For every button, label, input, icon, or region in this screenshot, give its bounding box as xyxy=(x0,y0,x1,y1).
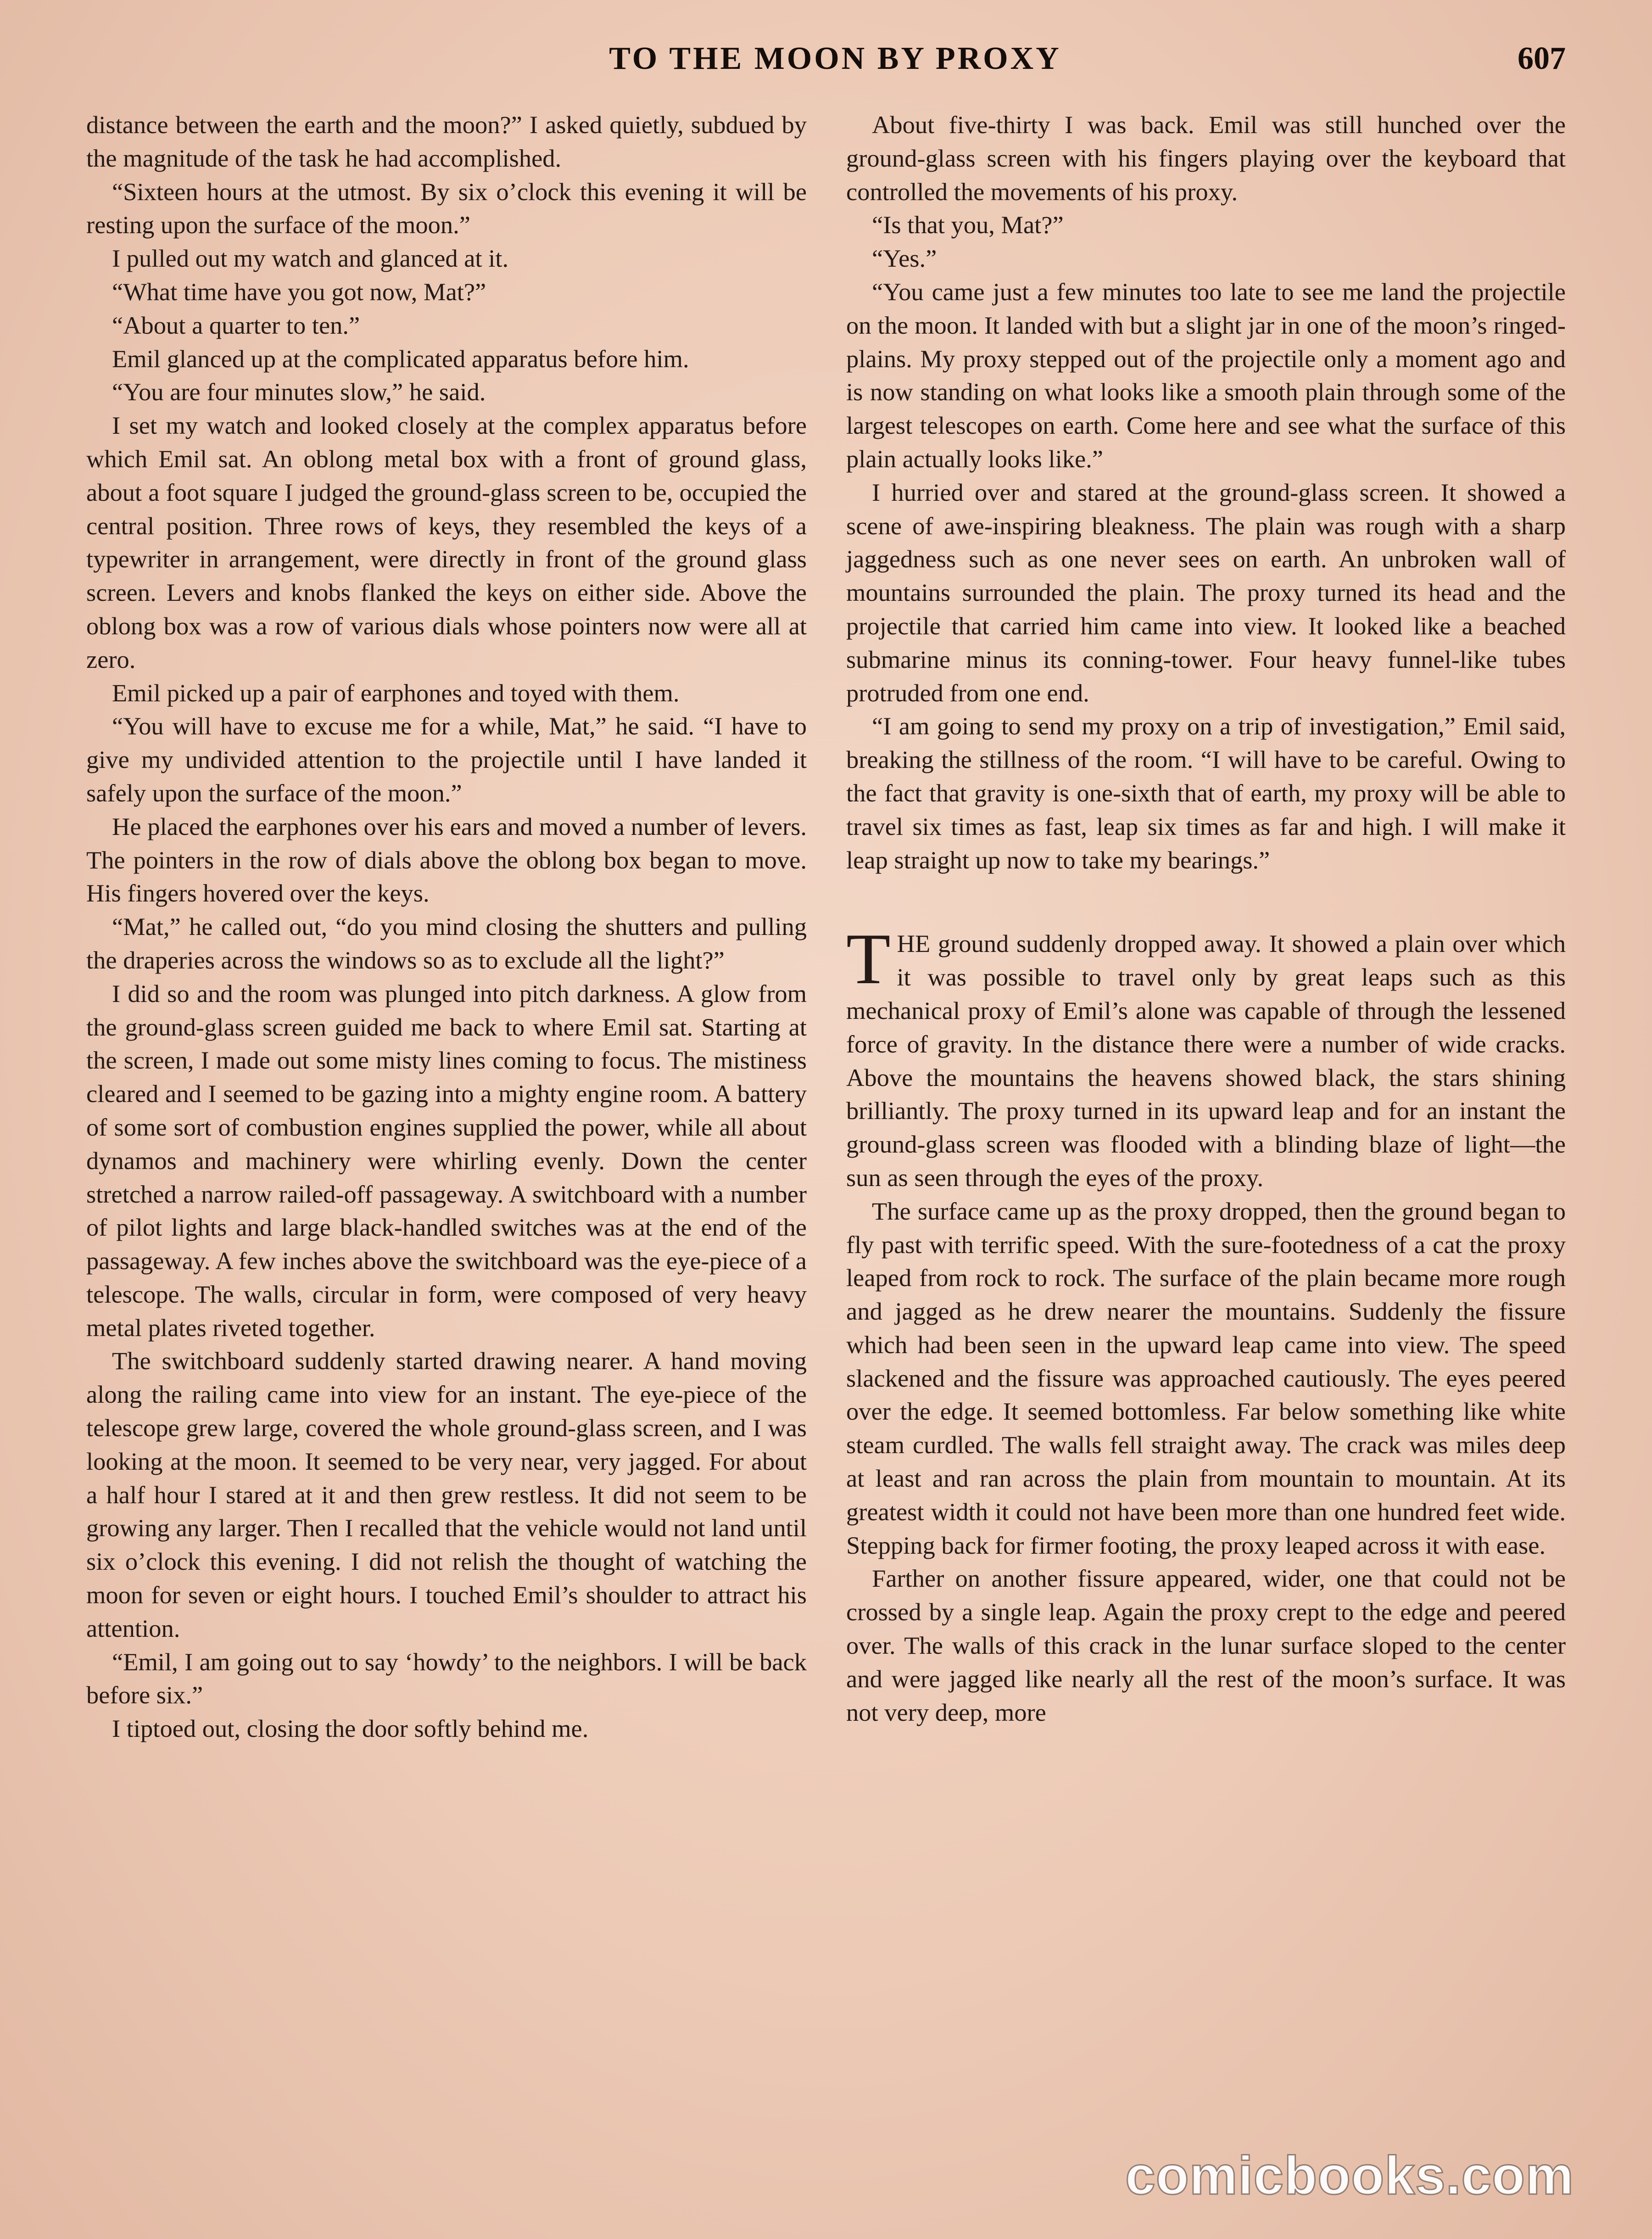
paragraph: “Yes.” xyxy=(872,244,937,273)
paragraph: I tiptoed out, closing the door softly behind me. xyxy=(112,1714,589,1743)
paragraph: “Sixteen hours at the utmost. By six o’clock this evening it will be resting upon the surface of the moon.” xyxy=(86,177,807,239)
paragraph: “About a quarter to ten.” xyxy=(112,311,360,339)
paragraph: I pulled out my watch and glanced at it. xyxy=(112,244,509,273)
page-header xyxy=(0,40,1652,91)
paragraph: “You are four minutes slow,” he said. xyxy=(112,378,486,406)
right-column xyxy=(846,108,1566,1729)
watermark-logo: comicbooks.com xyxy=(1125,2145,1574,2206)
paragraph: I set my watch and looked closely at the complex apparatus before which Emil sat. An oblong metal box with a front of ground glass, about a foot square I judged the ground-glass screen to be, occupied the central position. Three rows of keys, they resembled the keys of a typewriter in arrangement, were directly in front of the ground glass screen. Levers and knobs flanked the keys on either side. Above the oblong box was a row of various dials whose pointers now were all at zero. xyxy=(86,411,807,673)
dropcap-paragraph xyxy=(846,919,1566,1194)
paragraph: The surface came up as the proxy dropped, then the ground began to fly past with terrific speed. With the sure-footedness of a cat the proxy leaped from rock to rock. The surface of the plain became more rough and jagged as he drew nearer the mountains. Suddenly the fissure which had been seen in the upward leap came into view. The speed slackened and the fissure was approached cautiously. The eyes peered over the edge. It seemed bottomless. Far below something like white steam curdled. The walls fell straight away. The crack was miles deep at least and ran across the plain from mountain to mountain. At its greatest width it could not have been more than one hundred feet wide. Stepping back for firmer footing, the proxy leaped across it with ease. xyxy=(846,1197,1566,1559)
paragraph: “Is that you, Mat?” xyxy=(872,211,1064,239)
paragraph: Emil glanced up at the complicated apparatus before him. xyxy=(112,344,689,373)
running-title: TO THE MOON BY PROXY xyxy=(609,41,1061,76)
left-column xyxy=(86,108,807,1746)
paragraph: “You came just a few minutes too late to see me land the projectile on the moon. It landed with but a slight jar in one of the moon’s ringed-plains. My proxy stepped out of the projectile only a moment ago and is now standing on what looks like a smooth plain through some of the largest telescopes on earth. Come here and see what the surface of this plain actually looks like.” xyxy=(846,277,1566,473)
paragraph: Farther on another fissure appeared, wider, one that could not be crossed by a single leap. Again the proxy crept to the edge and peered over. The walls of this crack in the lunar surface sloped to the center and were jagged like nearly all the rest of the moon’s surface. It was not very deep, more xyxy=(846,1564,1566,1726)
paragraph: “Emil, I am going out to say ‘howdy’ to the neighbors. I will be back before six.” xyxy=(86,1647,807,1709)
page-number: 607 xyxy=(1518,41,1566,76)
paragraph: “What time have you got now, Mat?” xyxy=(112,277,486,306)
paragraph: Emil picked up a pair of earphones and toyed with them. xyxy=(112,678,680,707)
paragraph: The switchboard suddenly started drawing nearer. A hand moving along the railing came into view for an instant. The eye-piece of the telescope grew large, covered the whole ground-glass screen, and I was looking at the moon. It seemed to be very near, very jagged. For about a half hour I stared at it and then grew restless. It did not seem to be growing any larger. Then I recalled that the vehicle would not land until six o’clock this evening. I did not relish the thought of watching the moon for seven or eight hours. I touched Emil’s shoulder to attract his attention. xyxy=(86,1347,807,1642)
paragraph: I hurried over and stared at the ground-glass screen. It showed a scene of awe-inspiring bleakness. The plain was rough with a sharp jaggedness such as one never sees on earth. An unbroken wall of mountains surrounded the plain. The proxy turned its head and the projectile that carried him came into view. It looked like a beached submarine minus its conning-tower. Four heavy funnel-like tubes protruded from one end. xyxy=(846,478,1566,707)
paragraph: He placed the earphones over his ears and moved a number of levers. The pointers in the row of dials above the oblong box began to move. His fingers hovered over the keys. xyxy=(86,812,807,907)
paragraph: “Mat,” he called out, “do you mind closing the shutters and pulling the draperies across the windows so as to exclude all the light?” xyxy=(86,912,807,974)
dropcap-paragraph-text: HE ground suddenly dropped away. It showed a plain over which it was possible to travel only by great leaps such as this mechanical proxy of Emil’s alone was capable of through the lessened force of gravity. In the distance there were a number of wide cracks. Above the mountains the heavens showed black, the stars shining brilliantly. The proxy turned in its upward leap and for an instant the ground-glass screen was flooded with a blinding blaze of light—the sun as seen through the eyes of the proxy. xyxy=(846,929,1566,1192)
paragraph: “You will have to excuse me for a while, Mat,” he said. “I have to give my undivided attention to the projectile until I have landed it safely upon the surface of the moon.” xyxy=(86,712,807,807)
paragraph: “I am going to send my proxy on a trip of investigation,” Emil said, breaking the stillness of the room. “I will have to be careful. Owing to the fact that gravity is one-sixth that of earth, my proxy will be able to travel six times as fast, leap six times as far and high. I will make it leap straight up now to take my bearings.” xyxy=(846,712,1566,874)
paragraph: I did so and the room was plunged into pitch darkness. A glow from the ground-glass screen guided me back to where Emil sat. Starting at the screen, I made out some misty lines coming to focus. The mistiness cleared and I seemed to be gazing into a mighty engine room. A battery of some sort of combustion engines supplied the power, while all about dynamos and machinery were whirling evenly. Down the center stretched a narrow railed-off passageway. A switchboard with a number of pilot lights and large black-handled switches was at the end of the passageway. A few inches above the switchboard was the eye-piece of a telescope. The walls, circular in form, were composed of very heavy metal plates riveted together. xyxy=(86,979,807,1342)
drop-cap: T xyxy=(846,919,891,1000)
paragraph: About five-thirty I was back. Emil was still hunched over the ground-glass screen with his fingers playing over the keyboard that controlled the movements of his proxy. xyxy=(846,111,1566,206)
paragraph: distance between the earth and the moon?” I asked quietly, subdued by the magnitude of the task he had accomplished. xyxy=(86,111,807,172)
